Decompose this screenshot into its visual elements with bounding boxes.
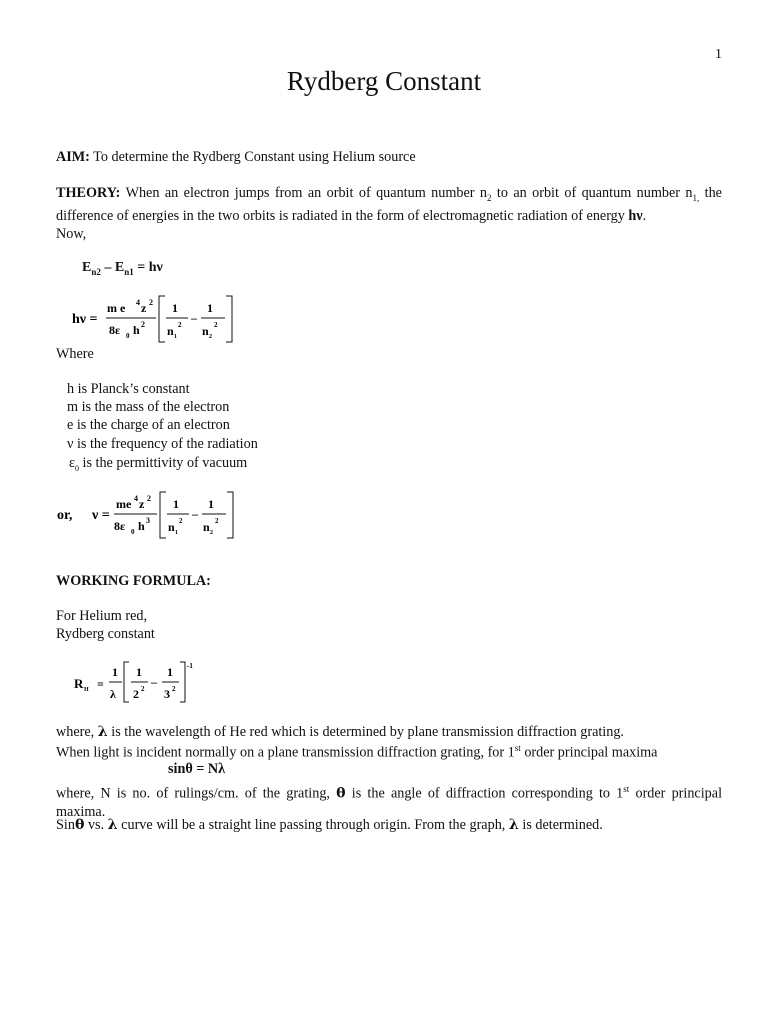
eq3-num-z: z <box>139 497 145 511</box>
eq2-n2-sub: 2 <box>209 334 212 340</box>
working-formula-heading: WORKING FORMULA: <box>56 573 211 589</box>
epsilon-text: is the permittivity of vacuum <box>78 455 248 471</box>
eq4-one-b: 1 <box>167 665 173 679</box>
eq2-lhs: hν = <box>72 312 98 327</box>
eq2-n1-sub: 1 <box>174 334 177 340</box>
eq2-den-8: 8ε <box>109 323 121 337</box>
eq2-den-h: h <box>133 323 140 337</box>
definition-planck: h is Planck’s constant <box>67 381 190 397</box>
eq3-den-h-exp: 3 <box>146 516 150 525</box>
theory-text-1: When an electron jumps from an orbit of quantum number n <box>120 185 487 201</box>
theory-text-4: . <box>642 207 647 224</box>
wavelength-text-1: where, <box>56 724 98 740</box>
eq4-den-b-exp: 2 <box>172 685 176 693</box>
eq4-minus: – <box>151 675 157 689</box>
theory-sub-n1: 1, <box>692 192 700 203</box>
eq2-left-bracket <box>159 296 165 342</box>
eq3-numerator: me <box>116 497 132 511</box>
incident-superscript: st <box>514 743 521 753</box>
eq3-left-bracket <box>160 492 166 538</box>
epsilon-symbol: ε <box>69 455 75 471</box>
graph-text-1: Sin <box>56 817 75 833</box>
eq3-n1-exp: 2 <box>179 517 183 525</box>
incident-paragraph <box>56 743 657 762</box>
eq3-one-b: 1 <box>208 497 214 511</box>
eq1-sub-n1: n1 <box>124 266 134 277</box>
eq1-sub-n2: n2 <box>91 266 101 277</box>
graph-text-3: curve will be a straight line passing through origin. From the graph, <box>117 817 509 833</box>
page-title: Rydberg Constant <box>286 66 482 96</box>
eq4-left-bracket <box>124 662 129 702</box>
eq4-r: R <box>74 676 84 691</box>
energy-symbol: hν <box>628 207 643 224</box>
rulings-text-2: is the angle of diffraction corresponding to 1 <box>345 785 624 802</box>
eq3-n2-sub: 2 <box>210 530 213 536</box>
theory-now: Now, <box>56 225 87 242</box>
eq2-den-h-exp: 2 <box>141 320 145 329</box>
eq4-exponent: -1 <box>187 662 193 670</box>
eq3-n2-exp: 2 <box>215 517 219 525</box>
eq2-n1: n <box>167 324 174 338</box>
wavelength-text-2: is the wavelength of He red which is determined by plane transmission diffraction grating. <box>107 724 624 740</box>
eq2-one-b: 1 <box>207 301 213 315</box>
rulings-text-1: where, N is no. of rulings/cm. of the grating, <box>56 785 337 802</box>
eq3-num-z-exp: 2 <box>147 494 151 503</box>
eq4-one: 1 <box>112 665 118 679</box>
eq4-one-a: 1 <box>136 665 142 679</box>
eq2-n1-exp: 2 <box>178 321 182 329</box>
eq4-den-b: 3 <box>164 687 170 701</box>
aim-label: AIM: <box>56 149 90 165</box>
lambda-symbol: λ <box>97 724 108 740</box>
rulings-superscript: st <box>623 784 630 794</box>
eq4-den-a: 2 <box>133 687 139 701</box>
graph-text-2: vs. <box>84 817 108 833</box>
eq4-equals: = <box>97 677 104 691</box>
eq2-num-z: z <box>141 301 147 315</box>
eq2-numerator: m e <box>107 301 126 315</box>
eq2-num-z-exp: 2 <box>149 298 153 307</box>
eq4-right-bracket <box>180 662 185 702</box>
rulings-text-3: order principal maxima. <box>56 785 723 820</box>
epsilon-sub: 0 <box>74 463 79 473</box>
aim-text: To determine the Rydberg Constant using Helium source <box>89 149 416 165</box>
eq2-minus: – <box>191 311 197 325</box>
energy-difference-equation <box>82 260 163 277</box>
eq3-den-8: 8ε <box>114 519 126 533</box>
eq3-n1-sub: 1 <box>175 530 178 536</box>
rydberg-equation <box>70 660 210 706</box>
eq2-den-sub: 0 <box>126 332 130 340</box>
eq3-n2: n <box>203 520 210 534</box>
eq4-r-sub: H <box>84 687 89 693</box>
eq2-n2: n <box>202 324 209 338</box>
eq2-right-bracket <box>226 296 232 342</box>
graph-theta-symbol: θ <box>74 817 85 833</box>
graph-text-4: is determined. <box>518 817 603 833</box>
for-helium-red: For Helium red, <box>56 608 148 624</box>
definition-frequency: ν is the frequency of the radiation <box>67 436 258 452</box>
eq4-lambda: λ <box>110 687 116 701</box>
definition-charge: e is the charge of an electron <box>67 417 230 433</box>
eq2-num-exp: 4 <box>136 298 140 307</box>
theory-text-3: the difference of energies in the two orbits is radiated in the form of electromagnetic radiation of energy <box>56 185 722 224</box>
eq1-rhs: = hν <box>133 260 163 275</box>
grating-equation: sinθ = Nλ <box>168 761 226 777</box>
graph-lambda-symbol-a: λ <box>107 817 118 833</box>
page-number: 1 <box>715 47 722 62</box>
theory-text-2: to an orbit of quantum number n <box>491 185 693 201</box>
graph-lambda-symbol-b: λ <box>508 817 519 833</box>
nu-equation <box>54 488 244 542</box>
eq4-den-a-exp: 2 <box>141 685 145 693</box>
eq2-n2-exp: 2 <box>214 321 218 329</box>
eq3-den-sub: 0 <box>131 528 135 536</box>
graph-paragraph <box>56 817 603 834</box>
incident-text-2: order principal maxima <box>520 744 658 761</box>
eq3-den-h: h <box>138 519 145 533</box>
theory-paragraph <box>56 184 722 243</box>
eq3-one-a: 1 <box>173 497 179 511</box>
theory-label: THEORY: <box>56 185 121 201</box>
eq2-one-a: 1 <box>172 301 178 315</box>
where-label: Where <box>56 346 94 362</box>
rulings-paragraph <box>56 780 722 821</box>
eq1-minus: – E <box>100 260 125 275</box>
definition-mass: m is the mass of the electron <box>67 399 230 415</box>
eq3-lhs: ν = <box>92 508 110 523</box>
h-nu-equation <box>66 292 246 346</box>
theory-sub-n2: 2 <box>486 192 492 203</box>
eq3-or: or, <box>57 508 73 523</box>
eq3-minus: – <box>192 507 198 521</box>
rydberg-constant-label: Rydberg constant <box>56 626 155 642</box>
eq1-e: E <box>82 260 92 275</box>
eq3-right-bracket <box>227 492 233 538</box>
theta-symbol: θ <box>336 785 346 802</box>
eq3-n1: n <box>168 520 175 534</box>
incident-text-1: When light is incident normally on a plane transmission diffraction grating, for 1 <box>56 744 515 761</box>
definition-permittivity <box>69 455 247 473</box>
wavelength-paragraph <box>56 724 624 741</box>
aim-paragraph <box>56 149 416 166</box>
eq3-num-exp: 4 <box>134 494 138 503</box>
